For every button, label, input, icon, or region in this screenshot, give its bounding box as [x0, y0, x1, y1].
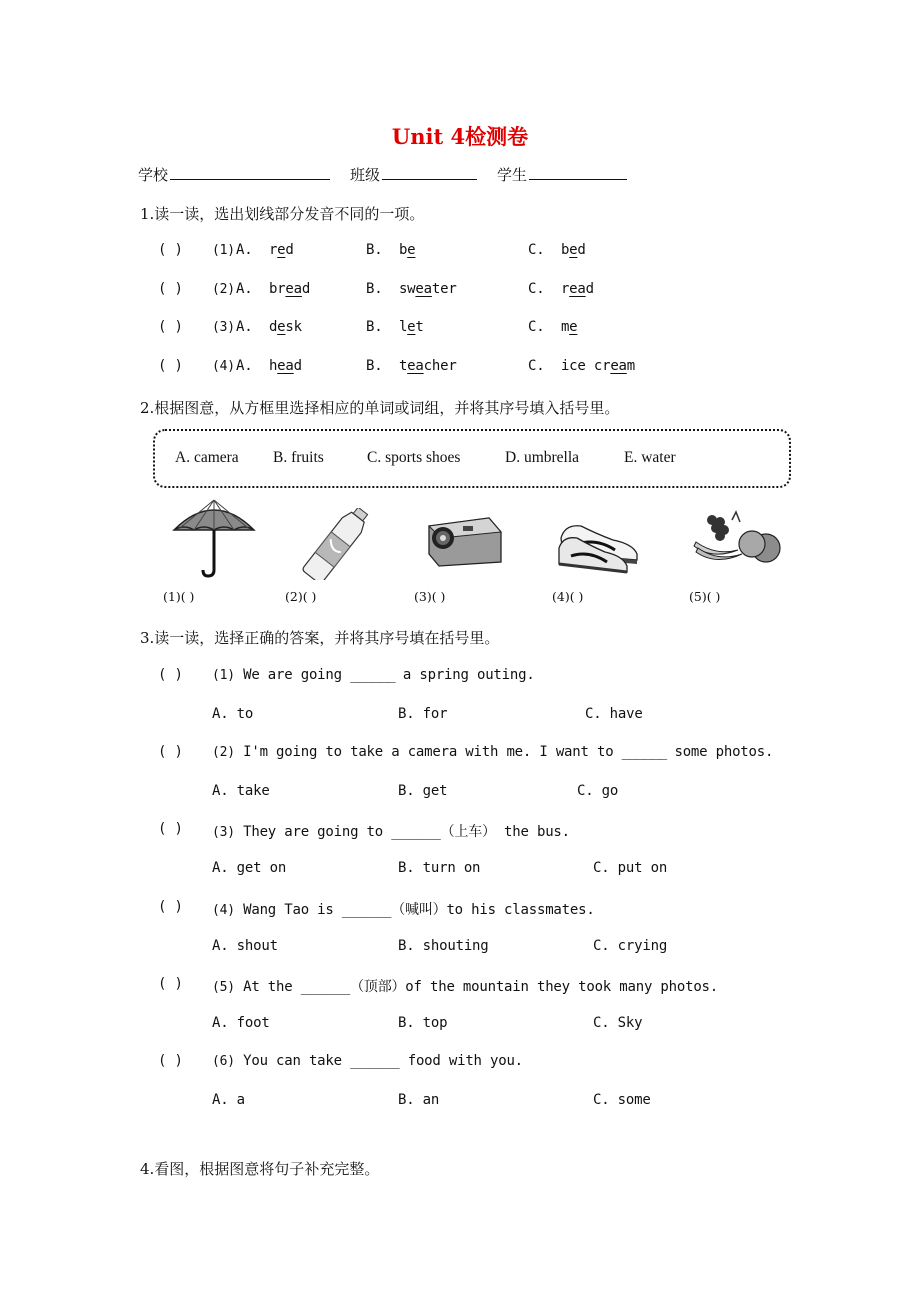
option-letter: B. [366, 319, 383, 335]
word-part: t [398, 358, 408, 374]
water-bottle-picture [295, 508, 379, 580]
word-umbrella: D. umbrella [505, 449, 580, 466]
word-part: t [415, 319, 424, 335]
section4-heading: 4.看图，根据图意将句子补充完整。 [140, 1160, 380, 1178]
answer-paren[interactable]: ( ) [158, 899, 183, 915]
question-text-before: They are going to [243, 824, 392, 840]
section1-heading: 1.读一读，选出划线部分发音不同的一项。 [140, 205, 425, 223]
answer-paren[interactable]: ( ) [158, 358, 183, 374]
word-fruits: B. fruits [273, 449, 324, 466]
option-letter: A. [236, 281, 253, 297]
question-blank[interactable]: ______ [621, 744, 667, 760]
school-label: 学校 [138, 166, 169, 184]
camera-picture [425, 512, 505, 568]
word-part: m [560, 319, 570, 335]
word-box [153, 429, 791, 488]
underlined-letters: ea [285, 281, 302, 297]
question-blank[interactable]: ______ [350, 667, 395, 683]
question-text [212, 976, 718, 996]
underlined-letters: e [569, 319, 578, 335]
option-a[interactable]: A. take [212, 783, 270, 799]
option-c[interactable]: C. crying [593, 938, 668, 954]
option-a[interactable]: A. a [212, 1092, 245, 1108]
question-text-before: You can take [243, 1053, 351, 1069]
answer-paren[interactable]: ( ) [158, 281, 183, 297]
section3-heading: 3.读一读，选择正确的答案，并将其序号填在括号里。 [140, 629, 500, 647]
word-camera: A. camera [175, 449, 239, 466]
question-text-before: We are going [243, 667, 351, 683]
question-text-after: （顶部）of the mountain they took many photos. [350, 979, 719, 995]
picture-label-2[interactable]: (2)( ) [285, 589, 317, 604]
option-letter: C. [528, 358, 545, 374]
picture-label-1[interactable]: (1)( ) [163, 589, 195, 604]
word-part: m [626, 358, 636, 374]
fruits-picture [692, 510, 784, 568]
question-text-after: food with you. [399, 1053, 523, 1069]
option-a[interactable] [236, 281, 310, 297]
question-text-before: I'm going to take a camera with me. I want to [243, 744, 622, 760]
question-number: (4) [212, 903, 235, 918]
option-b[interactable]: B. top [398, 1015, 448, 1031]
word-part: br [268, 281, 286, 297]
question-blank[interactable]: ______ [350, 1053, 400, 1069]
question-number: (4) [212, 359, 235, 374]
student-blank[interactable] [529, 164, 627, 180]
answer-paren[interactable]: ( ) [158, 744, 183, 760]
option-letter: B. [366, 242, 383, 258]
option-b[interactable]: B. turn on [398, 860, 481, 876]
option-a[interactable]: A. foot [212, 1015, 270, 1031]
word-part: b [398, 242, 408, 258]
question-number: (6) [212, 1054, 235, 1069]
option-b[interactable]: B. an [398, 1092, 440, 1108]
option-letter: A. [236, 242, 253, 258]
underlined-letters: ea [407, 358, 424, 374]
class-field[interactable] [350, 164, 477, 185]
option-letter: C. [528, 319, 545, 335]
option-a[interactable] [236, 242, 294, 258]
underlined-letters: ea [277, 358, 294, 374]
word-part: d [268, 319, 278, 335]
page-title: Unit 4检测卷 [391, 124, 529, 149]
underlined-letters: e [407, 319, 416, 335]
question-text [212, 1053, 523, 1069]
option-c[interactable]: C. Sky [593, 1015, 643, 1031]
question-text-after: some photos. [666, 744, 774, 760]
picture-label-5[interactable]: (5)( ) [689, 589, 721, 604]
option-c[interactable]: C. go [577, 783, 619, 799]
word-part: d [293, 358, 302, 374]
option-letter: C. [528, 281, 545, 297]
answer-paren[interactable]: ( ) [158, 1053, 183, 1069]
answer-paren[interactable]: ( ) [158, 667, 183, 683]
picture-label-3[interactable]: (3)( ) [414, 589, 446, 604]
option-b[interactable]: B. for [398, 706, 448, 722]
word-part: d [577, 242, 586, 258]
option-letter: B. [366, 358, 383, 374]
student-field[interactable] [497, 164, 627, 185]
word-part: d [585, 281, 594, 297]
question-blank[interactable]: ______ [391, 824, 441, 840]
underlined-letters: e [277, 319, 286, 335]
word-part: ter [431, 281, 457, 297]
word-part: sk [285, 319, 302, 335]
option-a[interactable] [236, 319, 302, 335]
sports-shoes-picture [557, 514, 641, 574]
word-part: sw [398, 281, 416, 297]
option-c[interactable]: C. have [585, 706, 643, 722]
question-number: (2) [212, 282, 235, 297]
underlined-letters: e [407, 242, 416, 258]
question-text-before: Wang Tao is [243, 902, 342, 918]
answer-paren[interactable]: ( ) [158, 976, 183, 992]
option-a[interactable]: A. shout [212, 938, 278, 954]
underlined-letters: ea [610, 358, 627, 374]
question-blank[interactable]: ______ [341, 902, 392, 918]
question-blank[interactable]: ______ [300, 979, 351, 995]
word-sports-shoes: C. sports shoes [367, 449, 461, 466]
word-part: d [301, 281, 311, 297]
option-letter: A. [236, 319, 253, 335]
option-c[interactable] [528, 281, 594, 297]
school-blank[interactable] [170, 164, 330, 180]
question-text [212, 744, 773, 760]
umbrella-picture [170, 496, 258, 580]
question-number: (1) [212, 668, 235, 683]
option-c[interactable]: C. some [593, 1092, 651, 1108]
word-part: h [268, 358, 278, 374]
option-a[interactable] [236, 358, 302, 374]
word-part: b [560, 242, 570, 258]
word-part: r [268, 242, 278, 258]
word-water: E. water [624, 449, 676, 466]
class-label: 班级 [350, 166, 381, 184]
option-b[interactable]: B. get [398, 783, 448, 799]
option-b[interactable] [366, 242, 415, 258]
answer-paren[interactable]: ( ) [158, 242, 183, 258]
question-number: (3) [212, 320, 235, 335]
question-text-before: At the [243, 979, 301, 995]
question-text-after: a spring outing. [394, 667, 535, 683]
school-field[interactable] [138, 164, 330, 185]
underlined-letters: e [277, 242, 286, 258]
question-text-after: （喊叫）to his classmates. [391, 902, 595, 918]
question-number: (3) [212, 825, 235, 840]
answer-paren[interactable]: ( ) [158, 821, 183, 837]
option-c[interactable] [528, 242, 586, 258]
word-part: ice cr [560, 358, 611, 374]
option-letter: B. [366, 281, 383, 297]
option-b[interactable] [366, 319, 424, 335]
word-part: cher [423, 358, 457, 374]
section2-heading: 2.根据图意，从方框里选择相应的单词或词组，并将其序号填入括号里。 [140, 399, 620, 417]
answer-paren[interactable]: ( ) [158, 319, 183, 335]
question-text-after: （上车） the bus. [440, 824, 570, 840]
option-b[interactable]: B. shouting [398, 938, 489, 954]
underlined-letters: ea [415, 281, 432, 297]
option-a[interactable]: A. get on [212, 860, 287, 876]
option-c[interactable]: C. put on [593, 860, 668, 876]
word-part: r [560, 281, 570, 297]
question-text [212, 821, 570, 841]
picture-label-4[interactable]: (4)( ) [552, 589, 584, 604]
class-blank[interactable] [382, 164, 477, 180]
question-text [212, 899, 595, 919]
underlined-letters: ea [569, 281, 586, 297]
question-number: (2) [212, 745, 235, 760]
question-number: (1) [212, 243, 235, 258]
option-a[interactable]: A. to [212, 706, 254, 722]
word-part: l [398, 319, 408, 335]
student-label: 学生 [497, 166, 528, 184]
underlined-letters: e [569, 242, 578, 258]
option-letter: C. [528, 242, 545, 258]
option-letter: A. [236, 358, 253, 374]
option-b[interactable] [366, 358, 457, 374]
option-c[interactable] [528, 358, 635, 374]
option-c[interactable] [528, 319, 577, 335]
option-b[interactable] [366, 281, 457, 297]
question-text [212, 667, 535, 683]
question-number: (5) [212, 980, 235, 995]
word-part: d [285, 242, 294, 258]
